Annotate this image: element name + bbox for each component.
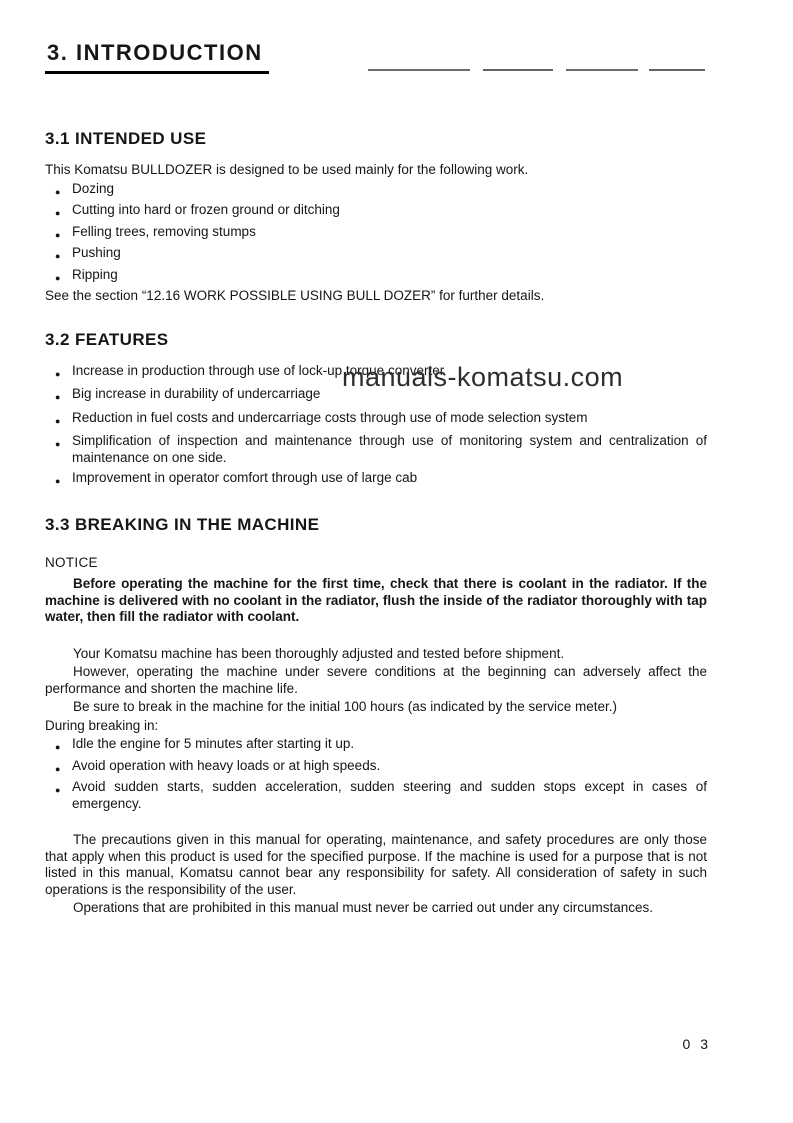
- page-title: 3. INTRODUCTION: [45, 40, 269, 74]
- list-item-text: Idle the engine for 5 minutes after starting it up.: [72, 736, 355, 751]
- list-item-text: Reduction in fuel costs and undercarriage costs through use of mode selection system: [72, 409, 588, 425]
- list-item: [45, 224, 707, 244]
- list-item-text: Increase in production through use of lock-up torque converter: [72, 362, 445, 378]
- bullet-icon: ●: [55, 476, 61, 486]
- list-item-text: Avoid sudden starts, sudden acceleration, sudden steering and sudden stops except in cases of emergency.: [72, 779, 707, 811]
- paragraph: Operations that are prohibited in this manual must never be carried out under any circumstances.: [73, 900, 654, 915]
- title-rule-segment: [483, 69, 553, 71]
- paragraph: However, operating the machine under severe conditions at the beginning can adversely affect the performance and shorten the machine life.: [45, 664, 707, 696]
- list-item-text: Simplification of inspection and maintenance through use of monitoring system and centralization of maintenance on one side.: [72, 433, 707, 465]
- intended-use-intro: This Komatsu BULLDOZER is designed to be used mainly for the following work.: [45, 162, 529, 177]
- bullet-icon: ●: [55, 186, 61, 197]
- section-heading: 3.1 INTENDED USE: [45, 129, 207, 148]
- bullet-icon: ●: [55, 251, 61, 261]
- list-item: [45, 267, 707, 287]
- list-item: [45, 736, 707, 756]
- title-rule-segment: [649, 69, 705, 71]
- list-item: [45, 410, 707, 430]
- page-number: 0 3: [682, 1036, 711, 1052]
- list-item-text: Avoid operation with heavy loads or at high speeds.: [72, 757, 381, 773]
- list-item: [45, 181, 707, 201]
- intended-use-list: [45, 181, 707, 287]
- section-heading: 3.3 BREAKING IN THE MACHINE: [45, 514, 320, 534]
- watermark-text: manuals-komatsu.com: [342, 362, 624, 392]
- spacer: [45, 628, 707, 646]
- bullet-icon: ●: [55, 368, 61, 379]
- intended-use-outro: See the section “12.16 WORK POSSIBLE USING BULL DOZER” for further details.: [45, 288, 545, 303]
- list-item-text: Ripping: [72, 266, 118, 282]
- list-item-text: Cutting into hard or frozen ground or ditching: [72, 202, 340, 217]
- list-item-text: Big increase in durability of undercarriage: [72, 386, 321, 401]
- spacer: [45, 814, 707, 832]
- list-item: [45, 202, 707, 222]
- bullet-icon: ●: [55, 439, 61, 449]
- title-rule-segment: [368, 69, 470, 71]
- list-item: [45, 433, 707, 466]
- notice-text: Before operating the machine for the first time, check that there is coolant in the radiator. If the machine is delivered with no coolant in the radiator, flush the inside of the radiator thoroughly with tap water, then fill the radiator with coolant.: [45, 576, 707, 624]
- notice-label: NOTICE: [45, 554, 98, 570]
- list-item-text: Pushing: [72, 245, 121, 260]
- title-rule-segment: [566, 69, 638, 71]
- list-item: [45, 245, 707, 265]
- section-intended-use: [45, 129, 707, 305]
- bullet-icon: ●: [55, 272, 61, 283]
- section-breaking-in: [45, 515, 707, 917]
- list-item-text: Dozing: [72, 180, 115, 196]
- list-item: [45, 758, 707, 778]
- bullet-icon: ●: [55, 392, 61, 402]
- section-heading: 3.2 FEATURES: [45, 329, 169, 349]
- bullet-icon: ●: [55, 229, 61, 240]
- paragraph: The precautions given in this manual for operating, maintenance, and safety procedures are only those that apply when this product is used for the specified purpose. If the machine is used for a purpose that is not listed in this manual, Komatsu cannot bear any responsibility for safety. All consideration of safety in such operations is the responsibility of the user.: [45, 832, 707, 897]
- paragraph: Be sure to break in the machine for the initial 100 hours (as indicated by the service meter.): [73, 699, 618, 714]
- bullet-icon: ●: [55, 785, 61, 795]
- breaking-in-list: [45, 736, 707, 812]
- paragraph: Your Komatsu machine has been thoroughly adjusted and tested before shipment.: [73, 645, 565, 661]
- list-item-text: Felling trees, removing stumps: [72, 223, 256, 239]
- list-item: [45, 470, 707, 490]
- section-features: [45, 330, 707, 490]
- list-item: [45, 779, 707, 812]
- list-item-text: Improvement in operator comfort through use of large cab: [72, 470, 418, 485]
- paragraph: During breaking in:: [45, 717, 159, 733]
- bullet-icon: ●: [55, 742, 61, 752]
- bullet-icon: ●: [55, 763, 61, 774]
- bullet-icon: ●: [55, 415, 61, 426]
- bullet-icon: ●: [55, 208, 61, 218]
